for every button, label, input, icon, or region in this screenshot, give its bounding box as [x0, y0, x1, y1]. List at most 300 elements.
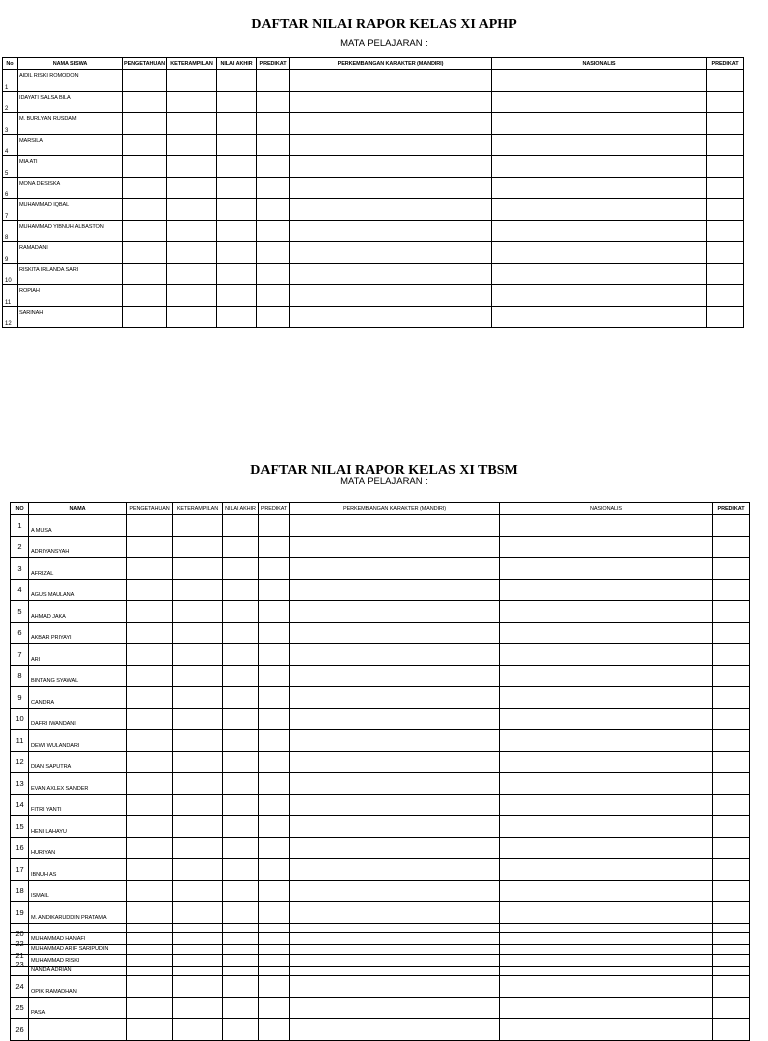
section2-title: DAFTAR NILAI RAPOR KELAS XI TBSM	[250, 463, 518, 478]
student-name: M. ANDIKARUDDIN PRATAMA	[29, 902, 127, 924]
row-number: 18	[11, 880, 29, 902]
grade-cell	[500, 880, 713, 902]
table-row	[11, 601, 750, 623]
grade-cell	[167, 199, 217, 221]
table-row	[3, 177, 744, 199]
table-row	[3, 156, 744, 178]
student-name: NANDA ADRIAN	[29, 954, 127, 976]
column-header: PREDIKAT	[257, 58, 290, 70]
grade-cell	[290, 220, 492, 242]
grade-cell	[259, 579, 290, 601]
grade-cell	[259, 880, 290, 902]
grade-cell	[167, 113, 217, 135]
column-header: NILAI AKHIR	[223, 503, 259, 515]
grade-cell	[492, 91, 707, 113]
grade-cell	[707, 91, 744, 113]
student-name: MUHAMMAD IQBAL	[18, 199, 123, 221]
grade-cell	[123, 156, 167, 178]
grade-cell	[223, 708, 259, 730]
grade-cell	[707, 306, 744, 328]
grade-cell	[713, 997, 750, 1019]
student-name: RISKITA IRLANDA SARI	[18, 263, 123, 285]
grade-cell	[290, 837, 500, 859]
grade-cell	[500, 751, 713, 773]
row-number: 8	[3, 220, 18, 242]
section1-title: DAFTAR NILAI RAPOR KELAS XI APHP	[251, 17, 517, 32]
grade-cell	[257, 113, 290, 135]
grade-cell	[713, 687, 750, 709]
student-name: AKBAR PRIYAYI	[29, 622, 127, 644]
column-header: PENGETAHUAN	[123, 58, 167, 70]
grade-cell	[492, 70, 707, 92]
grade-cell	[173, 837, 223, 859]
grade-cell	[707, 134, 744, 156]
student-name: PASA	[29, 997, 127, 1019]
grade-cell	[259, 751, 290, 773]
grade-cell	[127, 665, 173, 687]
table-row	[11, 976, 750, 998]
grade-cell	[290, 263, 492, 285]
grade-cell	[223, 622, 259, 644]
row-number: 8	[11, 665, 29, 687]
grade-cell	[707, 113, 744, 135]
grade-cell	[257, 220, 290, 242]
grade-cell	[173, 976, 223, 998]
grade-cell	[259, 902, 290, 924]
grade-cell	[259, 515, 290, 537]
student-name: HENI LAHAYU	[29, 816, 127, 838]
grade-cell	[290, 579, 500, 601]
grade-cell	[257, 156, 290, 178]
row-number: 20	[11, 923, 29, 945]
grade-cell	[173, 601, 223, 623]
grade-cell	[173, 536, 223, 558]
grade-cell	[290, 558, 500, 580]
row-number: 3	[3, 113, 18, 135]
grade-cell	[173, 933, 223, 955]
grade-cell	[492, 242, 707, 264]
grade-cell	[257, 263, 290, 285]
grade-cell	[713, 794, 750, 816]
student-name: ARI	[29, 644, 127, 666]
table-row	[3, 285, 744, 307]
grade-cell	[707, 177, 744, 199]
table-row	[11, 515, 750, 537]
grade-cell	[223, 976, 259, 998]
grade-cell	[217, 263, 257, 285]
column-header: PREDIKAT	[707, 58, 744, 70]
grade-cell	[492, 156, 707, 178]
grade-cell	[127, 859, 173, 881]
grade-cell	[127, 687, 173, 709]
grade-cell	[707, 263, 744, 285]
row-number: 3	[11, 558, 29, 580]
grade-cell	[123, 91, 167, 113]
student-name: MIA ATI	[18, 156, 123, 178]
table-row	[3, 70, 744, 92]
grade-cell	[173, 515, 223, 537]
grade-cell	[259, 1019, 290, 1041]
column-header: NASIONALIS	[500, 503, 713, 515]
grade-cell	[713, 933, 750, 955]
grade-cell	[713, 579, 750, 601]
grade-cell	[290, 665, 500, 687]
row-number: 4	[11, 579, 29, 601]
grade-cell	[259, 622, 290, 644]
grade-cell	[223, 644, 259, 666]
grade-cell	[290, 997, 500, 1019]
table-row	[11, 773, 750, 795]
grade-cell	[123, 70, 167, 92]
grade-cell	[223, 794, 259, 816]
grade-cell	[713, 902, 750, 924]
grade-cell	[217, 70, 257, 92]
grade-cell	[713, 601, 750, 623]
grade-cell	[127, 601, 173, 623]
student-name: RAMADANI	[18, 242, 123, 264]
grade-cell	[127, 773, 173, 795]
grade-cell	[713, 751, 750, 773]
grade-cell	[290, 687, 500, 709]
student-name: AGUS MAULANA	[29, 579, 127, 601]
table-row	[11, 880, 750, 902]
grade-cell	[259, 644, 290, 666]
student-name: EVAN AXLEX SANDER	[29, 773, 127, 795]
grade-cell	[173, 816, 223, 838]
grade-cell	[492, 113, 707, 135]
grade-cell	[707, 285, 744, 307]
grade-cell	[713, 837, 750, 859]
column-header: PREDIKAT	[259, 503, 290, 515]
grade-cell	[713, 859, 750, 881]
grade-cell	[500, 1019, 713, 1041]
grade-cell	[290, 91, 492, 113]
table-row	[3, 263, 744, 285]
grade-cell	[290, 536, 500, 558]
grade-cell	[290, 70, 492, 92]
grade-cell	[223, 880, 259, 902]
grade-cell	[223, 536, 259, 558]
table-row	[11, 644, 750, 666]
grade-cell	[713, 1019, 750, 1041]
grade-cell	[223, 997, 259, 1019]
grade-cell	[290, 773, 500, 795]
row-number: 13	[11, 773, 29, 795]
table-row	[3, 306, 744, 328]
grade-cell	[127, 622, 173, 644]
grade-cell	[500, 773, 713, 795]
grade-cell	[217, 113, 257, 135]
table-row	[11, 708, 750, 730]
grade-cell	[290, 306, 492, 328]
grade-cell	[173, 902, 223, 924]
grade-cell	[290, 880, 500, 902]
grade-cell	[123, 306, 167, 328]
grade-cell	[123, 242, 167, 264]
student-name: AHMAD JAKA	[29, 601, 127, 623]
table-row	[11, 816, 750, 838]
grade-cell	[500, 954, 713, 976]
row-number: 9	[3, 242, 18, 264]
grade-cell	[127, 515, 173, 537]
grade-cell	[713, 730, 750, 752]
grade-cell	[290, 902, 500, 924]
grade-cell	[713, 880, 750, 902]
grade-cell	[290, 515, 500, 537]
grade-cell	[290, 730, 500, 752]
grade-cell	[217, 91, 257, 113]
grade-cell	[127, 880, 173, 902]
grade-cell	[173, 773, 223, 795]
column-header: PENGETAHUAN	[127, 503, 173, 515]
grade-cell	[290, 601, 500, 623]
grade-cell	[223, 954, 259, 976]
grade-cell	[290, 933, 500, 955]
grade-cell	[290, 954, 500, 976]
grade-cell	[173, 558, 223, 580]
table-row	[11, 558, 750, 580]
student-name: DAFRI IWANDANI	[29, 708, 127, 730]
table-row	[3, 242, 744, 264]
grade-cell	[173, 794, 223, 816]
grade-cell	[223, 558, 259, 580]
column-header: NAMA	[29, 503, 127, 515]
grade-cell	[500, 536, 713, 558]
row-number: 1	[3, 70, 18, 92]
row-number: 7	[3, 199, 18, 221]
student-name: M. BURLYAN RUSDAM	[18, 113, 123, 135]
grade-cell	[500, 601, 713, 623]
student-name: ADRIYANSYAH	[29, 536, 127, 558]
student-name: MARSILA	[18, 134, 123, 156]
grade-cell	[173, 751, 223, 773]
grade-cell	[259, 687, 290, 709]
grade-cell	[127, 933, 173, 955]
grade-cell	[223, 837, 259, 859]
student-name: SARINAH	[18, 306, 123, 328]
grade-cell	[173, 997, 223, 1019]
grade-cell	[707, 156, 744, 178]
table-row	[11, 730, 750, 752]
grade-cell	[259, 954, 290, 976]
grade-cell	[290, 285, 492, 307]
table-row	[11, 579, 750, 601]
student-name: ISMAIL	[29, 880, 127, 902]
table-row	[11, 933, 750, 955]
table-row	[11, 665, 750, 687]
grade-cell	[290, 242, 492, 264]
row-number: 12	[11, 751, 29, 773]
grade-cell	[259, 665, 290, 687]
grade-cell	[223, 515, 259, 537]
row-number: 11	[3, 285, 18, 307]
row-number: 5	[3, 156, 18, 178]
grade-cell	[173, 954, 223, 976]
grade-cell	[290, 976, 500, 998]
table-row	[11, 859, 750, 881]
row-number: 6	[11, 622, 29, 644]
student-name: DIAN SAPUTRA	[29, 751, 127, 773]
row-number: 26	[11, 1019, 29, 1041]
row-number: 11	[11, 730, 29, 752]
grade-cell	[223, 816, 259, 838]
student-name: CANDRA	[29, 687, 127, 709]
grade-cell	[127, 644, 173, 666]
student-name: OPIK RAMADHAN	[29, 976, 127, 998]
grade-cell	[259, 730, 290, 752]
column-header: PERKEMBANGAN KARAKTER (MANDIRI)	[290, 503, 500, 515]
column-header: PREDIKAT	[713, 503, 750, 515]
grade-cell	[500, 837, 713, 859]
grade-cell	[713, 708, 750, 730]
grade-cell	[500, 579, 713, 601]
table-row	[11, 622, 750, 644]
grade-cell	[123, 113, 167, 135]
grade-cell	[173, 880, 223, 902]
grade-cell	[713, 536, 750, 558]
grade-cell	[123, 199, 167, 221]
grade-cell	[492, 177, 707, 199]
table-row	[11, 687, 750, 709]
grade-cell	[223, 665, 259, 687]
grade-cell	[167, 91, 217, 113]
table-row	[3, 91, 744, 113]
grade-cell	[167, 263, 217, 285]
grade-cell	[127, 730, 173, 752]
grade-cell	[173, 644, 223, 666]
grade-cell	[290, 156, 492, 178]
grade-cell	[500, 622, 713, 644]
grade-cell	[217, 177, 257, 199]
row-number: 1	[11, 515, 29, 537]
grade-cell	[127, 954, 173, 976]
grade-cell	[492, 306, 707, 328]
grade-cell	[500, 816, 713, 838]
grade-cell	[500, 558, 713, 580]
row-number: 6	[3, 177, 18, 199]
student-name	[29, 1019, 127, 1041]
grade-cell	[290, 816, 500, 838]
grade-cell	[500, 794, 713, 816]
student-name: MUHAMMAD HANAFI	[29, 923, 127, 945]
table-header-row	[11, 503, 750, 515]
grade-cell	[167, 156, 217, 178]
grade-cell	[167, 242, 217, 264]
grade-cell	[500, 933, 713, 955]
grade-cell	[173, 579, 223, 601]
grade-cell	[127, 1019, 173, 1041]
grade-cell	[713, 976, 750, 998]
grade-cell	[290, 199, 492, 221]
grade-cell	[223, 601, 259, 623]
row-number: 19	[11, 902, 29, 924]
table-row	[11, 954, 750, 976]
grade-cell	[217, 306, 257, 328]
grade-cell	[217, 134, 257, 156]
row-number: 9	[11, 687, 29, 709]
table-header-row	[3, 58, 744, 70]
row-number: 22	[11, 933, 29, 955]
grade-cell	[223, 902, 259, 924]
grade-cell	[173, 859, 223, 881]
grade-cell	[707, 199, 744, 221]
grade-cell	[259, 859, 290, 881]
grade-cell	[500, 665, 713, 687]
grade-cell	[259, 837, 290, 859]
grade-cell	[257, 285, 290, 307]
column-header: NAMA SISWA	[18, 58, 123, 70]
column-header: NO	[11, 503, 29, 515]
grade-cell	[123, 263, 167, 285]
grade-cell	[259, 773, 290, 795]
grade-cell	[500, 644, 713, 666]
grade-cell	[713, 954, 750, 976]
row-number: 23	[11, 954, 29, 976]
student-name: A MUSA	[29, 515, 127, 537]
grade-cell	[713, 644, 750, 666]
column-header: NILAI AKHIR	[217, 58, 257, 70]
grade-cell	[257, 306, 290, 328]
grade-cell	[123, 134, 167, 156]
grade-cell	[223, 687, 259, 709]
grade-cell	[290, 622, 500, 644]
grade-cell	[127, 751, 173, 773]
grade-cell	[223, 1019, 259, 1041]
row-number: 17	[11, 859, 29, 881]
grade-cell	[500, 687, 713, 709]
row-number: 14	[11, 794, 29, 816]
grade-cell	[123, 177, 167, 199]
grade-cell	[217, 199, 257, 221]
grade-cell	[217, 156, 257, 178]
grade-cell	[167, 285, 217, 307]
grade-cell	[223, 773, 259, 795]
student-name: AFRIZAL	[29, 558, 127, 580]
student-name: AIDIL RISKI ROMODON	[18, 70, 123, 92]
table-row	[11, 902, 750, 924]
row-number: 10	[3, 263, 18, 285]
grade-cell	[127, 708, 173, 730]
grade-cell	[217, 220, 257, 242]
row-number: 15	[11, 816, 29, 838]
student-name: FITRI YANTI	[29, 794, 127, 816]
grade-cell	[500, 859, 713, 881]
grade-cell	[259, 997, 290, 1019]
column-header: NASIONALIS	[492, 58, 707, 70]
grade-cell	[713, 773, 750, 795]
grade-cell	[492, 199, 707, 221]
grade-cell	[290, 859, 500, 881]
row-number: 21	[11, 945, 29, 967]
grade-cell	[492, 285, 707, 307]
grade-cell	[257, 91, 290, 113]
grade-cell	[127, 579, 173, 601]
grade-cell	[259, 708, 290, 730]
grade-cell	[290, 708, 500, 730]
table-row	[3, 134, 744, 156]
grade-cell	[127, 976, 173, 998]
grade-cell	[127, 997, 173, 1019]
grade-cell	[127, 837, 173, 859]
grade-cell	[500, 708, 713, 730]
row-number: 7	[11, 644, 29, 666]
student-name: ROPIAH	[18, 285, 123, 307]
column-header: KETERAMPILAN	[167, 58, 217, 70]
grade-cell	[713, 816, 750, 838]
grade-cell	[500, 902, 713, 924]
grade-cell	[290, 177, 492, 199]
table-row	[11, 751, 750, 773]
